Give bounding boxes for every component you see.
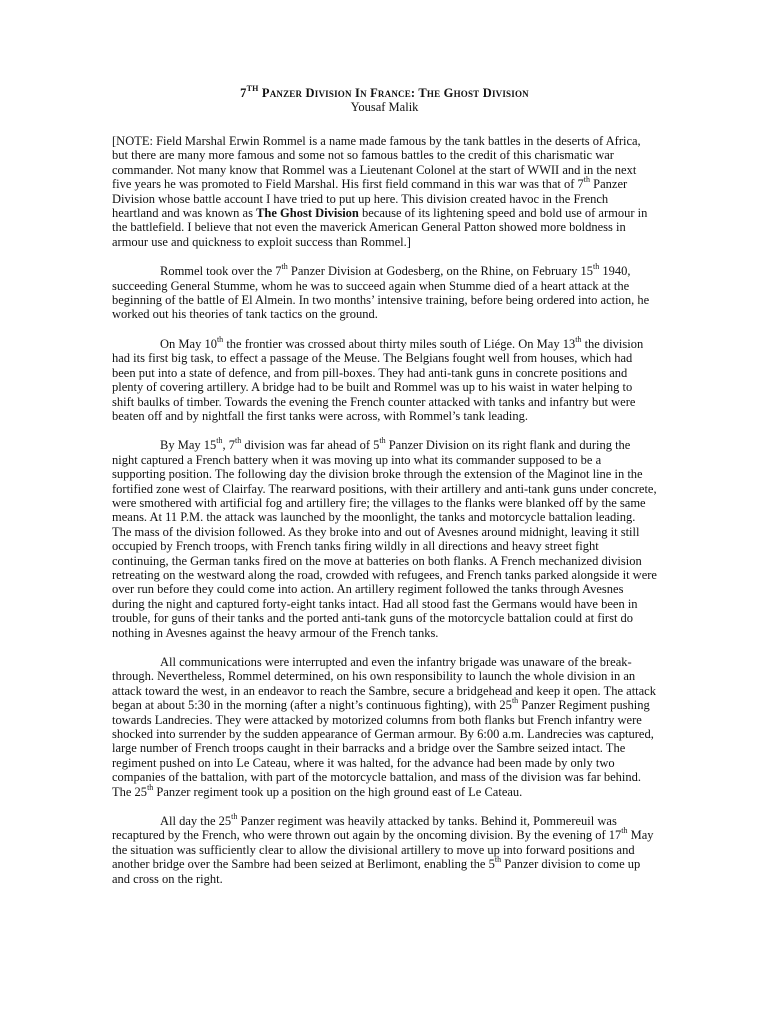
text-run: the frontier was crossed about thirty miles south of Liége. On May 13 [223,336,576,351]
ordinal-suffix: th [216,436,223,446]
ordinal-suffix: th [281,262,288,272]
body-paragraph [112,438,657,640]
ordinal-suffix: th [593,262,600,272]
text-run: Rommel took over the 7 [160,264,282,279]
paragraph-gap [112,640,657,655]
text-run: Panzer regiment was heavily attacked by tanks. Behind it, Pommereuil was recaptured by the French, who were thrown out again by the oncoming division. By the evening of 17 [112,814,622,843]
text-run: 1940, succeeding General Stumme, whom he was to succeed again when Stumme died of a heart attack at the beginning of the battle of El Almein. In two months’ intensive training, before being ordered into action, he worked out his theories of tank tactics on the ground. [112,264,650,322]
ordinal-suffix: th [231,811,238,821]
ordinal-suffix: th [216,334,224,344]
ordinal-suffix: th [511,696,519,706]
ordinal-suffix: th [583,175,591,185]
body-paragraph [112,264,657,322]
ordinal-suffix: th [575,334,582,344]
body-paragraph [112,334,657,423]
text-run: May the situation was sufficiently clear to allow the divisional artillery to move up into forward positions and another bridge over the Sambre had been seized at Berlimont, enabling the 5 [112,828,654,872]
text-run: On May 10 [160,336,217,351]
ordinal-suffix: th [379,436,386,446]
text-run: Panzer Division at Godesberg, on the Rhine, on February 15 [287,264,594,279]
text-run: [NOTE: Field Marshal Erwin Rommel is a name made famous by the tank battles in the deserts of Africa, but there are many more famous and some not so famous battles to the credit of this charismatic war commander. Not many know that Rommel was a Lieutenant Colonel at the start of WWII and in the next five years he was promoted to Field Marshal. His first field command in this war was that of 7 [112,134,641,192]
text-run: , 7 [222,438,235,453]
text-run: By May 15 [160,438,217,453]
note-paragraph [112,134,657,249]
body-paragraph [112,811,657,886]
text-run: the division had its first big task, to effect a passage of the Meuse. The Belgians fought well from houses, which had been put into a state of defence, and from pill-boxes. They had anti-tank guns in concrete positions and plenty of covering artillery. A bridge had to be built and Rommel was up to his waist in water helping to shift baulks of timber. Towards the evening the French counter attacked with tanks and infantry but were beaten off and by nightfall the first tanks were across, with Rommel’s tank leading. [112,336,644,423]
text-run: Panzer Division on its right flank and during the night captured a French battery when it was moving up into what its commander supposed to be a supporting position. The following day the division broke through the extension of the Maginot line in the fortified zone west of Clairfay. The rearward positions, with their artillery and anti-tank guns under concrete, were smothered with artificial fog and artillery fire; the villages to the flanks were blanked off by the same means. At 11 P.M. the attack was launched by the moonlight, the tanks and motorcycle battalion leading. The mass of the division followed. As they broke into and out of Avesnes around midnight, leaving it still occupied by French troops, with French tanks firing wildly in all directions and heavy street fight continuing, the German tanks fired on the move at batteries on both flanks. A French mechanized division retreating on the westward along the road, crowded with refugees, and French tanks parked alongside it were over run before they could come into action. An artillery regiment followed the tanks through Avesnes during the night and captured forty-eight tanks intact. Had all stood fast the Germans would have been in trouble, for guns of their tanks and the ported anti-tank guns of the motorcycle battalion could at first do nothing in Avesnes against the heavy armour of the French tanks. [112,438,657,640]
paragraph-gap [112,249,657,264]
text-run: Panzer Regiment pushing towards Landrecies. They were attacked by motorized columns from both flanks but French infantry were shocked into surrender by the sudden appearance of German armour. By 6:00 a.m. Landrecies was captured, large number of French troops caught in their barracks and a bridge over the Sambre seized intact. The regiment pushed on into Le Cateau, where it was halted, for the advance had been made by only two companies of the battalion, with part of the motorcycle battalion, and mass of the division was far behind. The 25 [112,698,654,799]
title-number: 7 [240,86,247,100]
author-name: Yousaf Malik [350,100,419,114]
text-run: Panzer Division whose battle account I have tried to put up here. This division created havoc in the French heartland and was known as [112,177,628,221]
text-run: All day the 25 [160,814,232,829]
ordinal-suffix: th [147,782,154,792]
document-body [112,134,657,886]
title-text: Panzer Division In France: The Ghost Division [258,86,529,100]
body-paragraph [112,655,657,799]
ordinal-suffix: th [621,826,628,836]
text-run: Panzer regiment took up a position on the high ground east of Le Cateau. [153,784,523,799]
text-run: All communications were interrupted and even the infantry brigade was unaware of the break-through. Nevertheless, Rommel determined, on his own responsibility to launch the whole division in an attack toward the west, in an endeavor to reach the Sambre, secure a bridgehead and keep it open. The attack began at about 5:30 in the morning (after a night’s continuous fighting), with 25 [112,655,656,713]
text-run: Panzer division to come up and cross on the right. [112,857,641,886]
text-run: division was far ahead of 5 [241,438,380,453]
bold-text: The Ghost Division [256,206,359,221]
title-ordinal: TH [246,83,259,93]
text-run: because of its lightening speed and bold use of armour in the battlefield. I believe that not even the maverick American General Patton showed more boldness in armour use and quickness to exploit success than Rommel.] [112,206,648,249]
ordinal-suffix: th [494,855,502,865]
ordinal-suffix: th [234,436,242,446]
paragraph-gap [112,799,657,814]
document-title [112,83,657,100]
